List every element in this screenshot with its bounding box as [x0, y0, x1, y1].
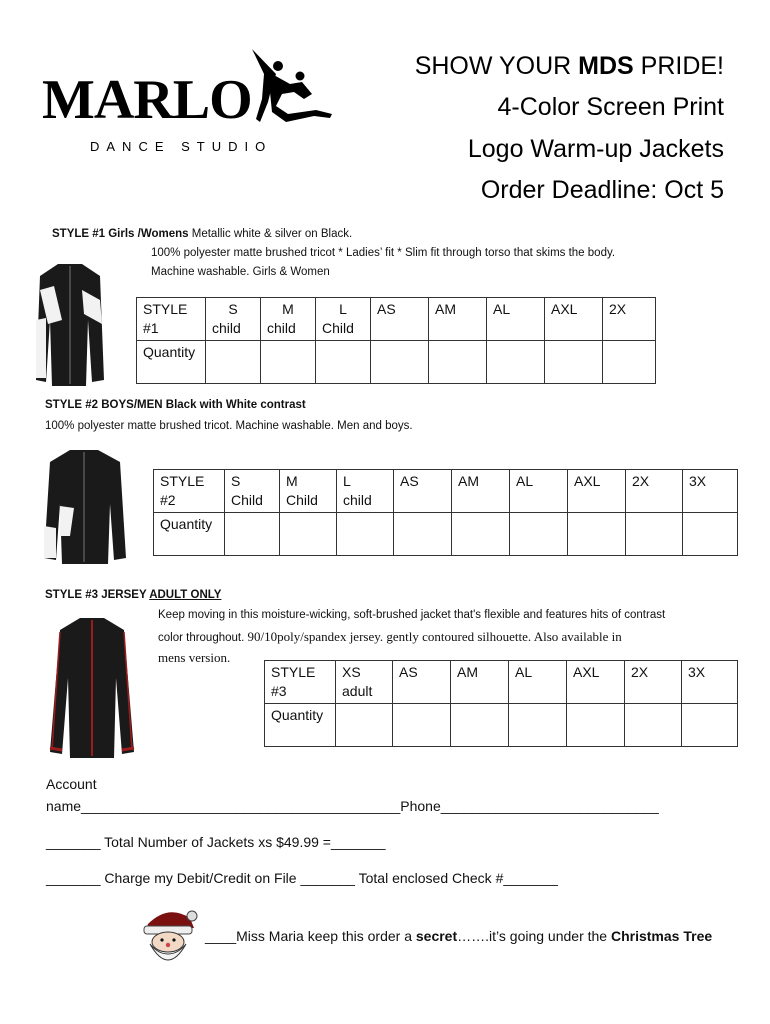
style2-qty-al[interactable]: [510, 513, 568, 556]
style2-size-table: [153, 469, 738, 556]
style3-size-am: AM: [451, 661, 509, 704]
style1-quantity-label: Quantity: [137, 341, 206, 384]
style1-jacket-image: [34, 260, 106, 390]
style2-size-as: AS: [394, 470, 452, 513]
style3-label-cell: STYLE #3: [265, 661, 336, 704]
style3-qty-am[interactable]: [451, 704, 509, 747]
charge-line[interactable]: _______ Charge my Debit/Credit on File _______ Total enclosed Check #_______: [46, 870, 558, 886]
style2-size-axl: AXL: [568, 470, 626, 513]
style3-size-2x: 2X: [625, 661, 682, 704]
style3-desc-2: color throughout. 90/10poly/spandex jersey. gently contoured silhouette. Also available in: [158, 629, 622, 644]
style1-heading: STYLE #1 Girls /Womens Metallic white & silver on Black.: [52, 228, 353, 240]
header-line-3: Logo Warm-up Jackets: [467, 135, 724, 163]
style2-size-2x: 2X: [626, 470, 683, 513]
style3-jacket-image: [48, 614, 136, 764]
dancers-icon: [242, 44, 342, 144]
style3-size-xs: XS adult: [336, 661, 393, 704]
style1-size-2x: 2X: [603, 298, 656, 341]
style1-size-am: AM: [429, 298, 487, 341]
style1-label-cell: STYLE #1: [137, 298, 206, 341]
secret-line: ____Miss Maria keep this order a secret…….it’s going under the Christmas Tree: [205, 928, 713, 944]
style2-qty-2x[interactable]: [626, 513, 683, 556]
logo-brand: MARLO: [42, 69, 252, 131]
style1-qty-l[interactable]: [316, 341, 371, 384]
style3-size-al: AL: [509, 661, 567, 704]
style1-qty-axl[interactable]: [545, 341, 603, 384]
style2-qty-s[interactable]: [225, 513, 280, 556]
marlo-logo: [42, 44, 342, 164]
style2-qty-m[interactable]: [280, 513, 337, 556]
style1-desc-1: 100% polyester matte brushed tricot * Ladies’ fit * Slim fit through torso that skims the body.: [151, 247, 616, 259]
style2-qty-l[interactable]: [337, 513, 394, 556]
style2-qty-axl[interactable]: [568, 513, 626, 556]
style1-size-table: [136, 297, 656, 384]
style3-qty-axl[interactable]: [567, 704, 625, 747]
santa-icon: [138, 904, 198, 968]
style3-desc-3: mens version.: [158, 650, 231, 665]
style3-desc-1: Keep moving in this moisture-wicking, soft-brushed jacket that's flexible and features hits of contrast: [158, 609, 666, 621]
style2-label-cell: STYLE #2: [154, 470, 225, 513]
account-name-phone-line[interactable]: name_________________________________________Phone____________________________: [46, 798, 659, 814]
style1-desc-2: Machine washable. Girls & Women: [151, 266, 330, 278]
style1-qty-am[interactable]: [429, 341, 487, 384]
style1-size-al: AL: [487, 298, 545, 341]
style1-size-axl: AXL: [545, 298, 603, 341]
style1-qty-m[interactable]: [261, 341, 316, 384]
style2-jacket-image: [40, 446, 130, 568]
style3-size-as: AS: [393, 661, 451, 704]
account-label: Account: [46, 776, 97, 792]
style1-size-as: AS: [371, 298, 429, 341]
style3-quantity-label: Quantity: [265, 704, 336, 747]
style2-size-3x: 3X: [683, 470, 738, 513]
style3-qty-as[interactable]: [393, 704, 451, 747]
style3-qty-2x[interactable]: [625, 704, 682, 747]
total-jackets-line[interactable]: _______ Total Number of Jackets xs $49.99 =_______: [46, 834, 386, 850]
style2-qty-as[interactable]: [394, 513, 452, 556]
style1-qty-s[interactable]: [206, 341, 261, 384]
style1-qty-as[interactable]: [371, 341, 429, 384]
style1-size-s: S child: [206, 298, 261, 341]
style2-size-am: AM: [452, 470, 510, 513]
style3-size-3x: 3X: [682, 661, 738, 704]
style1-size-l: L Child: [316, 298, 371, 341]
style2-heading: STYLE #2 BOYS/MEN Black with White contrast: [45, 399, 306, 411]
logo-subtitle: DANCE STUDIO: [90, 139, 273, 154]
style3-qty-xs[interactable]: [336, 704, 393, 747]
style3-size-axl: AXL: [567, 661, 625, 704]
header-line-1: SHOW YOUR MDS PRIDE!: [414, 52, 724, 80]
style2-desc: 100% polyester matte brushed tricot. Machine washable. Men and boys.: [45, 420, 413, 432]
style2-size-m: M Child: [280, 470, 337, 513]
style3-qty-3x[interactable]: [682, 704, 738, 747]
style2-size-s: S Child: [225, 470, 280, 513]
style3-qty-al[interactable]: [509, 704, 567, 747]
style2-size-al: AL: [510, 470, 568, 513]
style2-qty-am[interactable]: [452, 513, 510, 556]
style3-size-table: [264, 660, 738, 747]
style3-heading: STYLE #3 JERSEY ADULT ONLY: [45, 589, 222, 601]
style2-quantity-label: Quantity: [154, 513, 225, 556]
header-line-4: Order Deadline: Oct 5: [480, 176, 724, 204]
style2-size-l: L child: [337, 470, 394, 513]
style1-qty-2x[interactable]: [603, 341, 656, 384]
header-line-2: 4-Color Screen Print: [497, 93, 724, 121]
style1-size-m: M child: [261, 298, 316, 341]
style2-qty-3x[interactable]: [683, 513, 738, 556]
style1-qty-al[interactable]: [487, 341, 545, 384]
